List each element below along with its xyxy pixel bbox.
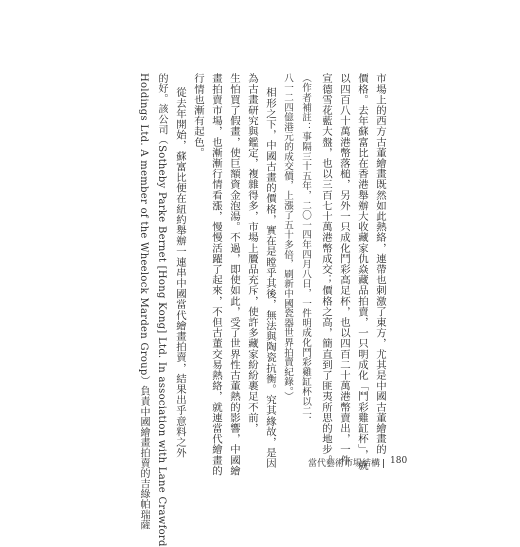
footer-divider bbox=[383, 459, 384, 468]
text-column-12: 從去年開始，蘇富比便在紐約舉辦一連串中國當代繪畫拍賣，結果出乎意料之外 bbox=[174, 87, 186, 458]
text-column-11: 行情也漸有起色。 bbox=[192, 73, 204, 158]
running-title: 當代藝術市場結構 bbox=[307, 459, 380, 469]
text-column-13: 的好。該公司（Sotheby Parke Bernet [Hong Kong] Ltd. In association with Lane Crawford bbox=[156, 73, 167, 547]
page-number: 180 bbox=[390, 456, 408, 466]
text-column-2: 價格。去年蘇富比在香港舉辦大收藏家仇焱藏品拍賣，一只明成化「鬥彩雞缸杯」，就 bbox=[356, 73, 368, 471]
text-column-8: 為古畫研究與鑑定，複雜得多，市場上贗品充斥，使許多藏家紛紛裹足不前， bbox=[246, 73, 258, 434]
text-column-7: 相形之下，中國古畫的價格，實在是瞠乎其後，無法與陶瓷抗衡。究其緣故，是因 bbox=[264, 87, 276, 469]
text-column-4: 宣德雪花藍大盤，也以三百七十萬港幣成交；價格之高，簡直到了匪夷所思的地步。 bbox=[320, 73, 332, 466]
author-note-line-2: 八一二四億港元的成交價，上漲了五十多倍，刷新中國瓷器世界拍賣紀錄。） bbox=[282, 73, 293, 402]
text-column-14: Holdings Ltd. A member of the Wheelock Marden Group）負責中國繪畫拍賣的吉綠帕瑞薩 bbox=[138, 73, 149, 531]
text-column-3: 以四百八十萬港幣落槌，另外一只成化鬥彩高足杯，也以四百二十萬港幣賣出，一件 bbox=[338, 73, 350, 466]
page-footer bbox=[0, 456, 520, 470]
text-column-9: 生怕買了假畫，使巨額資金泡湯。不過，即使如此，受了世界性古董熱的影響，中國繪 bbox=[228, 73, 240, 476]
text-column-1: 市場上的西方古董繪畫既然如此熱絡，連帶也刺激了東方，尤其是中國古董繪畫的 bbox=[374, 73, 386, 455]
text-column-10: 畫拍賣市場，也漸漸行情看漲，慢慢活躍了起來，不但古董交易熱絡，就連當代繪畫的 bbox=[210, 73, 222, 476]
author-note-line-1: （作者補註：事隔三十五年，二〇一四年四月八日，一件明成化鬥彩雞缸杯以二． bbox=[300, 73, 311, 426]
